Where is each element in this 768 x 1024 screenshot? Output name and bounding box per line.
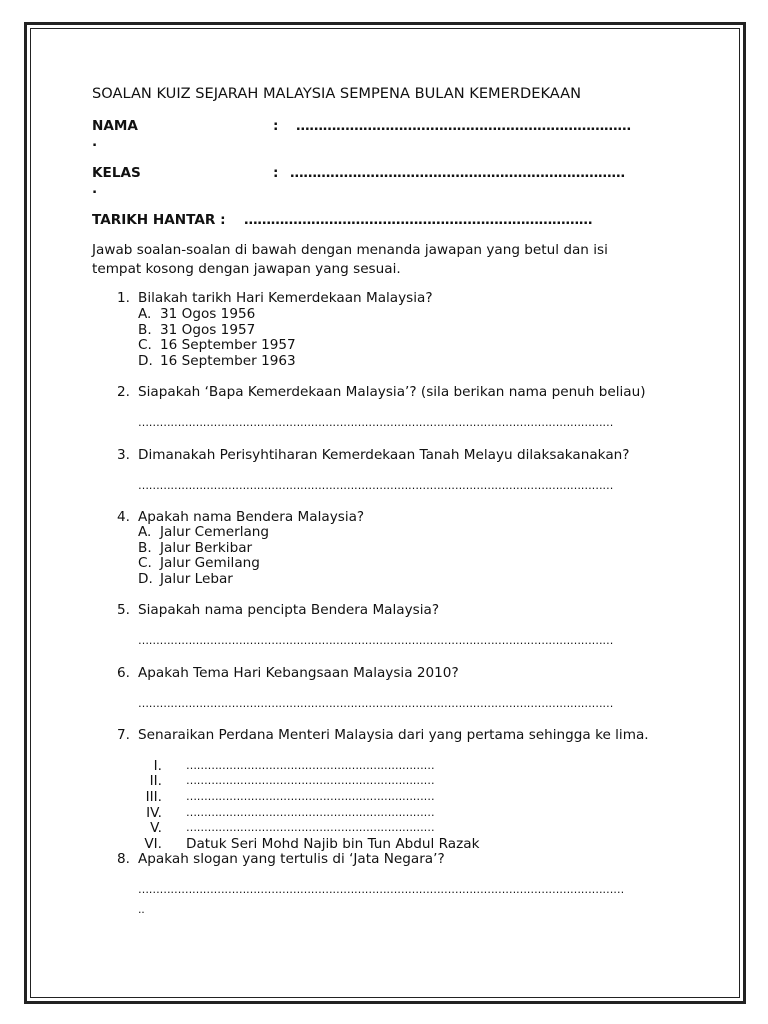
field-tail-kelas: . xyxy=(92,181,98,197)
roman-numeral: V. xyxy=(150,820,162,836)
option-text: Jalur Cemerlang xyxy=(160,524,270,540)
field-tail-nama: . xyxy=(92,134,98,150)
question-number: 1. xyxy=(117,290,130,306)
answer-line[interactable]: ……………………………………………………………………………………………………………………… xyxy=(138,883,625,896)
answer-line[interactable]: …………………………………………………………………………………………………………………… xyxy=(138,479,614,492)
field-input-kelas[interactable]: ………………………………………………………………… xyxy=(290,165,625,181)
roman-numeral: I. xyxy=(153,758,162,774)
field-input-nama[interactable]: ………………………………………………………………… xyxy=(296,118,631,134)
question-number: 8. xyxy=(117,851,130,867)
option-letter[interactable]: D. xyxy=(138,353,153,369)
question-text: Siapakah nama pencipta Bendera Malaysia? xyxy=(138,602,440,618)
question-text: Apakah slogan yang tertulis di ‘Jata Negara’? xyxy=(138,851,445,867)
page-title: SOALAN KUIZ SEJARAH MALAYSIA SEMPENA BULAN KEMERDEKAAN xyxy=(92,85,582,102)
question-number: 2. xyxy=(117,384,130,400)
list-answer-line[interactable]: …………………………………………………………… xyxy=(186,759,435,772)
list-answer-text: Datuk Seri Mohd Najib bin Tun Abdul Razak xyxy=(186,836,480,852)
question-text: Senaraikan Perdana Menteri Malaysia dari yang pertama sehingga ke lima. xyxy=(138,727,649,743)
option-text: 16 September 1963 xyxy=(160,353,296,369)
option-letter[interactable]: A. xyxy=(138,306,152,322)
list-answer-line[interactable]: …………………………………………………………… xyxy=(186,790,435,803)
roman-numeral: VI. xyxy=(144,836,162,852)
option-text: Jalur Lebar xyxy=(160,571,233,587)
field-label-kelas: KELAS xyxy=(92,165,141,181)
option-letter[interactable]: B. xyxy=(138,540,152,556)
question-text: Dimanakah Perisyhtiharan Kemerdekaan Tanah Melayu dilaksakanakan? xyxy=(138,447,630,463)
field-colon-nama: : xyxy=(273,118,279,134)
question-number: 3. xyxy=(117,447,130,463)
question-number: 6. xyxy=(117,665,130,681)
list-answer-line[interactable]: …………………………………………………………… xyxy=(186,821,435,834)
question-text: Siapakah ‘Bapa Kemerdekaan Malaysia’? (sila berikan nama penuh beliau) xyxy=(138,384,646,400)
instruction-line-2: tempat kosong dengan jawapan yang sesuai. xyxy=(92,261,401,277)
field-colon-kelas: : xyxy=(273,165,279,181)
instruction-line-1: Jawab soalan-soalan di bawah dengan menanda jawapan yang betul dan isi xyxy=(92,242,608,258)
option-letter[interactable]: C. xyxy=(138,337,152,353)
option-letter[interactable]: A. xyxy=(138,524,152,540)
question-number: 7. xyxy=(117,727,130,743)
list-answer-line[interactable]: …………………………………………………………… xyxy=(186,806,435,819)
answer-line-tail: .. xyxy=(138,903,145,916)
question-text: Apakah Tema Hari Kebangsaan Malaysia 2010? xyxy=(138,665,459,681)
question-text: Bilakah tarikh Hari Kemerdekaan Malaysia? xyxy=(138,290,433,306)
option-letter[interactable]: B. xyxy=(138,322,152,338)
answer-line[interactable]: …………………………………………………………………………………………………………………… xyxy=(138,634,614,647)
question-number: 5. xyxy=(117,602,130,618)
question-number: 4. xyxy=(117,509,130,525)
list-answer-line[interactable]: …………………………………………………………… xyxy=(186,774,435,787)
option-letter[interactable]: D. xyxy=(138,571,153,587)
roman-numeral: III. xyxy=(145,789,162,805)
option-letter[interactable]: C. xyxy=(138,555,152,571)
option-text: 31 Ogos 1957 xyxy=(160,322,256,338)
option-text: Jalur Gemilang xyxy=(160,555,260,571)
answer-line[interactable]: …………………………………………………………………………………………………………………… xyxy=(138,697,614,710)
question-text: Apakah nama Bendera Malaysia? xyxy=(138,509,365,525)
roman-numeral: II. xyxy=(149,773,162,789)
field-input-tarikh[interactable]: …………………………………………………………………… xyxy=(244,212,593,228)
field-label-tarikh: TARIKH HANTAR : xyxy=(92,212,226,228)
option-text: 31 Ogos 1956 xyxy=(160,306,256,322)
answer-line[interactable]: …………………………………………………………………………………………………………………… xyxy=(138,416,614,429)
option-text: 16 September 1957 xyxy=(160,337,296,353)
field-label-nama: NAMA xyxy=(92,118,138,134)
option-text: Jalur Berkibar xyxy=(160,540,253,556)
roman-numeral: IV. xyxy=(146,805,162,821)
